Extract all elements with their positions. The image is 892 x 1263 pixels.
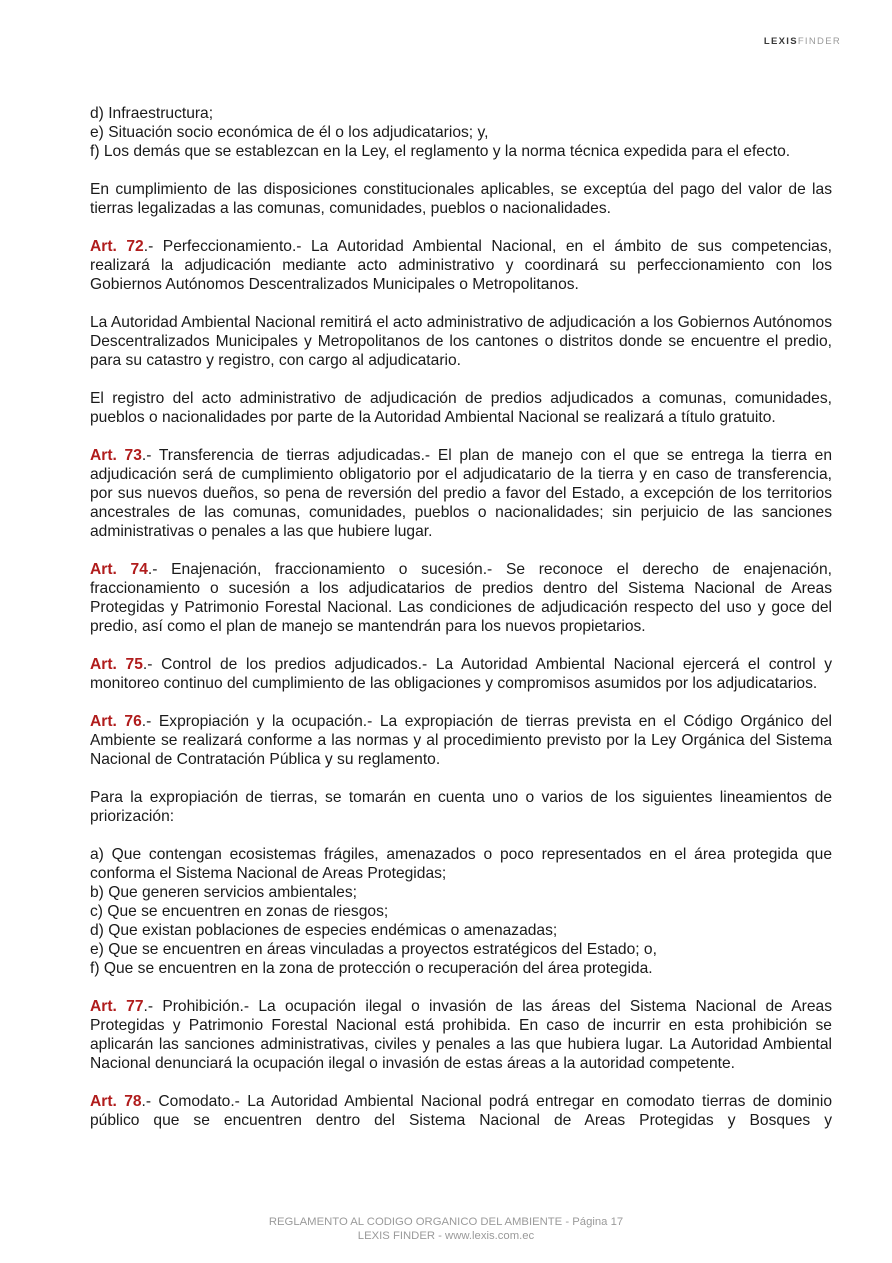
article-label: Art. 73 <box>90 447 142 464</box>
list-item: d) Infraestructura; <box>90 105 214 122</box>
list-item: c) Que se encuentren en zonas de riesgos; <box>90 903 389 920</box>
article-text: .- Perfeccionamiento.- La Autoridad Ambiental Nacional, en el ámbito de sus competencias, realizará la adjudicación mediante acto administrativo y coordinará su perfeccionamiento con los Gobiernos Autónomos Descentralizados Municipales o Metropolitanos. <box>90 238 832 293</box>
article-label: Art. 72 <box>90 238 144 255</box>
list-item: f) Los demás que se establezcan en la Ley, el reglamento y la norma técnica expedida para el efecto. <box>90 143 791 160</box>
article-74 <box>90 560 832 636</box>
list-item: e) Que se encuentren en áreas vinculadas a proyectos estratégicos del Estado; o, <box>90 941 657 958</box>
intro-list <box>90 104 832 161</box>
article-label: Art. 76 <box>90 713 142 730</box>
logo-finder-text: FINDER <box>797 36 841 47</box>
intro-paragraph: En cumplimiento de las disposiciones constitucionales aplicables, se exceptúa del pago del valor de las tierras legalizadas a las comunas, comunidades, pueblos o nacionalidades. <box>90 181 832 217</box>
article-75 <box>90 655 832 693</box>
footer-document-title: REGLAMENTO AL CODIGO ORGANICO DEL AMBIENTE - Página 17 <box>268 1216 624 1228</box>
footer-website: LEXIS FINDER - www.lexis.com.ec <box>357 1230 535 1242</box>
list-item: e) Situación socio económica de él o los adjudicatarios; y, <box>90 124 489 141</box>
article-72 <box>90 237 832 294</box>
article-text: .- Expropiación y la ocupación.- La expropiación de tierras prevista en el Código Orgánico del Ambiente se realizará conforme a las normas y al procedimiento previsto por la Ley Orgánica del Sistema Nacional de Contratación Pública y su reglamento. <box>90 713 832 768</box>
prioritization-list <box>90 845 832 978</box>
article-text: .- Prohibición.- La ocupación ilegal o invasión de las áreas del Sistema Nacional de Areas Protegidas y Patrimonio Forestal Nacional está prohibida. En caso de incurrir en esta prohibición se aplicarán las sanciones administrativas, civiles y penales a las que hubiera lugar. La Autoridad Ambiental Nacional denunciará la ocupación ilegal o invasión de estas áreas a la autoridad competente. <box>90 998 832 1072</box>
page-footer <box>0 1215 892 1243</box>
article-text: .- Comodato.- La Autoridad Ambiental Nacional podrá entregar en comodato tierras de dominio público que se encuentren dentro del Sistema Nacional de Areas Protegidas y Bosques y <box>90 1093 832 1129</box>
logo-lexis-text: LEXIS <box>763 36 798 47</box>
article-label: Art. 75 <box>90 656 143 673</box>
article-77 <box>90 997 832 1073</box>
article-text: .- Control de los predios adjudicados.- La Autoridad Ambiental Nacional ejercerá el control y monitoreo continuo del cumplimiento de las obligaciones y compromisos asumidos por los adjudicatarios. <box>90 656 832 692</box>
article-76 <box>90 712 832 769</box>
article-label: Art. 78 <box>90 1093 142 1110</box>
article-label: Art. 74 <box>90 561 148 578</box>
article-72-paragraph-2: La Autoridad Ambiental Nacional remitirá el acto administrativo de adjudicación a los Gobiernos Autónomos Descentralizados Municipales y Metropolitanos de los cantones o distritos donde se encuentre el predio, para su catastro y registro, con cargo al adjudicatario. <box>90 314 832 369</box>
article-72-paragraph-3: El registro del acto administrativo de adjudicación de predios adjudicados a comunas, comunidades, pueblos o nacionalidades por parte de la Autoridad Ambiental Nacional se realizará a título gratuito. <box>90 390 832 426</box>
list-item: d) Que existan poblaciones de especies endémicas o amenazadas; <box>90 922 558 939</box>
article-78 <box>90 1092 832 1130</box>
list-item: f) Que se encuentren en la zona de protección o recuperación del área protegida. <box>90 960 653 977</box>
article-73 <box>90 446 832 541</box>
list-item: a) Que contengan ecosistemas frágiles, amenazados o poco representados en el área protegida que conforma el Sistema Nacional de Areas Protegidas; <box>90 846 832 882</box>
list-item: b) Que generen servicios ambientales; <box>90 884 357 901</box>
article-label: Art. 77 <box>90 998 144 1015</box>
document-body <box>90 104 832 1149</box>
article-text: .- Transferencia de tierras adjudicadas.- El plan de manejo con el que se entrega la tierra en adjudicación será de cumplimiento obligatorio por el adjudicatario de la tierra y en caso de transferencia, por sus nuevos dueños, so pena de reversión del predio a favor del Estado, a excepción de los territorios ancestrales de las comunas, comunidades, pueblos o nacionalidades; sin perjuicio de las sanciones administrativas o penales a las que hubiere lugar. <box>90 447 832 540</box>
article-text: .- Enajenación, fraccionamiento o sucesión.- Se reconoce el derecho de enajenación, fraccionamiento o sucesión a los adjudicatarios de predios dentro del Sistema Nacional de Areas Protegidas y Patrimonio Forestal Nacional. Las condiciones de adjudicación respecto del uso y goce del predio, así como el plan de manejo se mantendrán para los nuevos propietarios. <box>90 561 832 635</box>
lexis-finder-logo <box>764 36 841 47</box>
article-76-paragraph-2: Para la expropiación de tierras, se tomarán en cuenta uno o varios de los siguientes lineamientos de priorización: <box>90 789 832 825</box>
